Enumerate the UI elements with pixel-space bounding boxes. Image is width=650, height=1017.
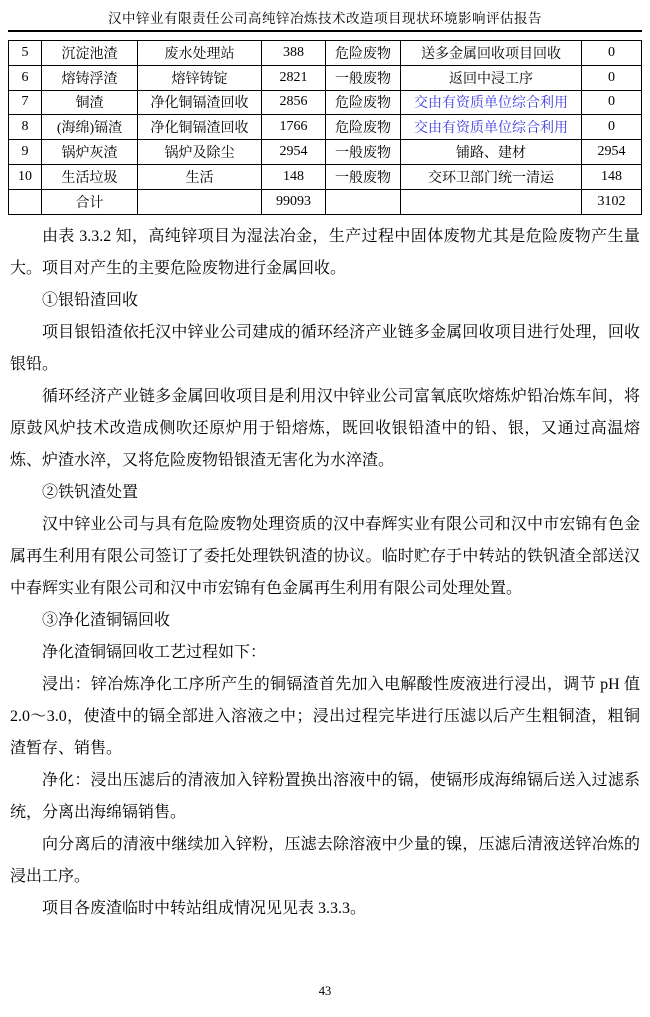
cell-empty <box>326 189 401 214</box>
cell-disposal: 返回中浸工序 <box>401 65 582 90</box>
cell-total-amount: 3102 <box>582 189 642 214</box>
paragraph: 项目银铅渣依托汉中锌业公司建成的循环经济产业链多金属回收项目进行处理，回收银铅。 <box>10 323 640 373</box>
cell-name: 沉淀池渣 <box>42 41 138 66</box>
cell-disposal: 铺路、建材 <box>401 140 582 165</box>
cell-source: 废水处理站 <box>138 41 262 66</box>
cell-total-label: 合计 <box>42 189 138 214</box>
table-total-row <box>9 189 642 214</box>
table-row <box>9 90 642 115</box>
paragraph: 向分离后的清液中继续加入锌粉，压滤去除溶液中少量的镍，压滤后清液送锌冶炼的浸出工序。 <box>10 835 640 885</box>
page-header <box>0 0 650 30</box>
cell-name: 铜渣 <box>42 90 138 115</box>
paragraph: 汉中锌业公司与具有危险废物处理资质的汉中春辉实业有限公司和汉中市宏锦有色金属再生利用有限公司签订了委托处理铁钒渣的协议。临时贮存于中转站的铁钒渣全部送汉中春辉实业有限公司和汉中市宏锦有色金属再生利用有限公司处理处置。 <box>10 515 640 597</box>
cell-no: 9 <box>9 140 42 165</box>
paragraph: 项目各废渣临时中转站组成情况见见表 3.3.3。 <box>42 899 367 917</box>
cell-empty <box>138 189 262 214</box>
cell-source: 熔锌铸锭 <box>138 65 262 90</box>
cell-empty <box>401 189 582 214</box>
section-label-2: ②铁钒渣处置 <box>42 483 139 501</box>
table-row <box>9 164 642 189</box>
cell-amount: 2954 <box>582 140 642 165</box>
paragraph: 浸出：锌冶炼净化工序所产生的铜镉渣首先加入电解酸性废液进行浸出，调节 pH 值 2.0～3.0，使渣中的镉全部进入溶液之中；浸出过程完毕进行压滤以后产生粗铜渣，粗铜渣暂存、销售。 <box>10 675 640 757</box>
cell-category: 一般废物 <box>326 65 401 90</box>
cell-disposal: 交由有资质单位综合利用 <box>401 115 582 140</box>
cell-source: 净化铜镉渣回收 <box>138 115 262 140</box>
cell-source: 锅炉及除尘 <box>138 140 262 165</box>
paragraph: 净化：浸出压滤后的清液加入锌粉置换出溶液中的镉，使镉形成海绵镉后送入过滤系统，分离出海绵镉销售。 <box>10 771 640 821</box>
paragraph: 由表 3.3.2 知，高纯锌项目为湿法冶金，生产过程中固体废物尤其是危险废物产生量大。项目对产生的主要危险废物进行金属回收。 <box>10 227 640 277</box>
cell-no: 10 <box>9 164 42 189</box>
cell-qty: 2821 <box>262 65 326 90</box>
cell-disposal: 送多金属回收项目回收 <box>401 41 582 66</box>
cell-qty: 1766 <box>262 115 326 140</box>
cell-name: 生活垃圾 <box>42 164 138 189</box>
cell-amount: 0 <box>582 115 642 140</box>
cell-category: 危险废物 <box>326 90 401 115</box>
cell-name: 锅炉灰渣 <box>42 140 138 165</box>
cell-no: 8 <box>9 115 42 140</box>
cell-disposal: 交由有资质单位综合利用 <box>401 90 582 115</box>
table-row <box>9 140 642 165</box>
cell-category: 一般废物 <box>326 140 401 165</box>
table-row <box>9 65 642 90</box>
cell-amount: 0 <box>582 65 642 90</box>
cell-qty: 2856 <box>262 90 326 115</box>
section-label-3: ③净化渣铜镉回收 <box>42 611 171 629</box>
section-label-1: ①银铅渣回收 <box>42 291 139 309</box>
cell-no: 6 <box>9 65 42 90</box>
cell-category: 危险废物 <box>326 41 401 66</box>
document-title: 汉中锌业有限责任公司高纯锌冶炼技术改造项目现状环境影响评估报告 <box>108 11 542 26</box>
paragraph: 净化渣铜镉回收工艺过程如下： <box>42 643 267 661</box>
paragraph: 循环经济产业链多金属回收项目是利用汉中锌业公司富氧底吹熔炼炉铅冶炼车间，将原鼓风炉技术改造成侧吹还原炉用于铅熔炼，既回收银铅渣中的铅、银，又通过高温熔炼、炉渣水淬，又将危险废物铅银渣无害化为水淬渣。 <box>10 387 640 469</box>
cell-no: 5 <box>9 41 42 66</box>
cell-no: 7 <box>9 90 42 115</box>
page-number: 43 <box>318 984 332 998</box>
table-row <box>9 41 642 66</box>
cell-source: 净化铜镉渣回收 <box>138 90 262 115</box>
cell-qty: 148 <box>262 164 326 189</box>
cell-empty <box>9 189 42 214</box>
body-text <box>10 221 640 925</box>
table-row <box>9 115 642 140</box>
cell-amount: 0 <box>582 90 642 115</box>
header-divider <box>8 30 642 32</box>
waste-table <box>8 40 642 215</box>
cell-qty: 2954 <box>262 140 326 165</box>
cell-category: 危险废物 <box>326 115 401 140</box>
cell-qty: 388 <box>262 41 326 66</box>
cell-name: (海绵)镉渣 <box>42 115 138 140</box>
cell-total-qty: 99093 <box>262 189 326 214</box>
cell-source: 生活 <box>138 164 262 189</box>
cell-name: 熔铸浮渣 <box>42 65 138 90</box>
cell-amount: 148 <box>582 164 642 189</box>
cell-amount: 0 <box>582 41 642 66</box>
cell-category: 一般废物 <box>326 164 401 189</box>
cell-disposal: 交环卫部门统一清运 <box>401 164 582 189</box>
